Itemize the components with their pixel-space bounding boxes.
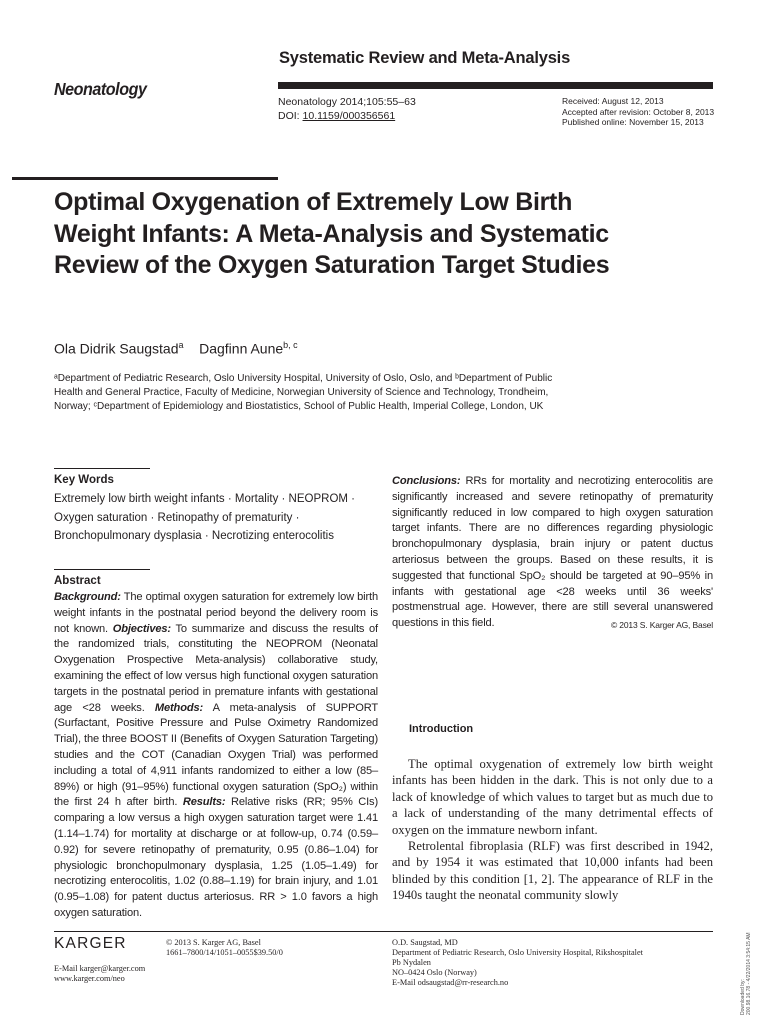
author-name: Dagfinn Aune: [199, 340, 284, 357]
publisher-website[interactable]: www.karger.com/neo: [54, 974, 125, 983]
dates-block: [562, 96, 714, 128]
abstract-text: To summarize and discuss the results of the randomized trials, constituting the NEOPROM (Neonatal Oxygenation Prospective Meta-analysis) collaborative study, examining the effect of low versus high functional oxygen saturation targets in the postnatal period in premature infants with gestational age <28 weeks.: [54, 622, 378, 714]
footer-publisher-contact: [54, 964, 145, 984]
abstract-text: A meta-analysis of SUPPORT (Surfactant, Positive Pressure and Pulse Oximetry Randomized Trial), the three BOOST II (Benefits of Oxygen Saturation Targeting) studies and the COT (Canadian Oxygen Trial) was performed including a total of 4,911 infants randomized to either a low (85–89%) or high (91–95%) functional oxygen saturation (SpO₂) within the first 24 h after birth.: [54, 701, 378, 809]
doi-line: [278, 109, 416, 123]
introduction-heading: Introduction: [409, 723, 474, 735]
doi-link[interactable]: 10.1159/000356561: [302, 110, 396, 122]
keywords-heading: Key Words: [54, 474, 114, 486]
introduction-paragraph: Retrolental fibroplasia (RLF) was first described in 1942, and by 1954 it was estimated that 10,000 infants had been blinded by this condition [1, 2]. The appearance of RLF in the 1940s taught the neonatal community slowly: [392, 839, 713, 903]
abstract-heading: Abstract: [54, 575, 101, 587]
section-label: Systematic Review and Meta-Analysis: [279, 49, 571, 67]
citation-block: [278, 95, 416, 123]
abstract-text: Relative risks (RR; 95% CIs) comparing a low versus a high oxygen saturation target were 1.41 (1.14–1.74) for mortality at discharge or at follow-up, 0.74 (0.59–0.92) for severe retinopathy of prematurity, 0.95 (0.86–1.04) for physiologic bronchopulmonary dysplasia, 1.25 (1.05–1.49) for necrotizing enterocolitis, 1.02 (0.88–1.19) for brain injury, and 1.01 (0.95–1.08) for patent ductus arteriosus. RR > 1.0 favors a high oxygen saturation.: [54, 796, 378, 919]
corresponding-address: [392, 938, 643, 988]
publisher-logo: KARGER: [54, 935, 127, 952]
abstract-label-background: Background:: [54, 591, 121, 603]
abstract-body-col2: [392, 474, 713, 634]
keywords-line: Extremely low birth weight infants · Mortality · NEOPROM ·: [54, 493, 355, 505]
doi-label: DOI:: [278, 110, 303, 122]
published-date: Published online: November 15, 2013: [562, 117, 704, 127]
title-rule: [12, 177, 278, 180]
footer-copyright: [166, 938, 376, 958]
article-title: Optimal Oxygenation of Extremely Low Birth Weight Infants: A Meta-Analysis and Systematic Review of the Oxygen Saturation Target Studies: [54, 188, 610, 279]
author-line: [54, 340, 298, 357]
author-affil-mark: b, c: [283, 340, 298, 350]
abstract-copyright: © 2013 S. Karger AG, Basel: [610, 620, 713, 631]
download-watermark: [740, 932, 752, 1015]
contact-name: O.D. Saugstad, MD: [392, 938, 458, 947]
keywords-line: Oxygen saturation · Retinopathy of prematurity ·: [54, 511, 300, 524]
contact-city: NO–0424 Oslo (Norway): [392, 968, 477, 977]
author-affil-mark: a: [178, 340, 184, 350]
abstract-body-col1: [54, 590, 378, 922]
footer-rule: [54, 931, 713, 932]
abstract-label-objectives: Objectives:: [112, 622, 171, 635]
contact-po: Pb Nydalen: [392, 958, 431, 967]
publisher-email[interactable]: E-Mail karger@karger.com: [54, 964, 146, 973]
accepted-date: Accepted after revision: October 8, 2013: [562, 106, 715, 117]
watermark-line: Downloaded by:: [740, 979, 746, 1015]
author-name: Ola Didrik Saugstad: [54, 340, 179, 357]
keywords-rule: [54, 468, 150, 469]
citation-line: Neonatology 2014;105:55–63: [278, 96, 416, 108]
abstract-label-conclusions: Conclusions:: [392, 475, 461, 487]
footer-copyright-line: © 2013 S. Karger AG, Basel: [166, 938, 261, 947]
abstract-text: RRs for mortality and necrotizing enterocolitis are significantly increased and severe retinopathy of prematurity significantly reduced in low compared to high oxygen saturation target infants. There are no differences regarding physiologic bronchopulmonary dysplasia, brain injury or patent ductus arteriosus between the groups. Based on these results, it is suggested that functional SpO₂ should be targeted at 90–95% in infants with gestational age <28 weeks until 36 weeks' postmenstrual age. However, there are still several unanswered questions in this field.: [392, 475, 713, 630]
affiliations: ᵃDepartment of Pediatric Research, Oslo University Hospital, University of Oslo, Oslo, and ᵇDepartment of Public Health and General Practice, Faculty of Medicine, Norwegian University of Science and Technology, Trondheim, Norway; ᶜDepartment of Epidemiology and Biostatistics, School of Public Health, Imperial College, London, UK: [54, 373, 553, 412]
abstract-label-methods: Methods:: [154, 701, 204, 714]
introduction-body: [392, 756, 713, 904]
header-bar: [278, 82, 713, 89]
footer-issn: 1661–7800/14/1051–0055$39.50/0: [166, 948, 283, 957]
journal-logo: Neonatology: [54, 79, 147, 99]
contact-email[interactable]: E-Mail odsaugstad@rr-research.no: [392, 978, 509, 987]
abstract-label-results: Results:: [182, 796, 226, 809]
contact-dept: Department of Pediatric Research, Oslo University Hospital, Rikshospitalet: [392, 948, 643, 957]
abstract-rule: [54, 569, 150, 570]
watermark-line: 200.98.16.78 - 4/22/2014 3:54:15 AM: [746, 932, 752, 1015]
keywords-list: [54, 490, 384, 546]
abstract-text: The optimal oxygen saturation for extremely low birth weight infants in the postnatal period beyond the delivery room is not known.: [54, 591, 378, 635]
keywords-line: Bronchopulmonary dysplasia · Necrotizing enterocolitis: [54, 530, 334, 542]
received-date: Received: August 12, 2013: [562, 96, 664, 106]
introduction-paragraph: The optimal oxygenation of extremely low birth weight infants has been hidden in the dark. This is not only due to a lack of knowledge of which values to target but as much due to a lack of understanding of the many detrimental effects of oxygen on the immature newborn infant.: [392, 757, 713, 837]
